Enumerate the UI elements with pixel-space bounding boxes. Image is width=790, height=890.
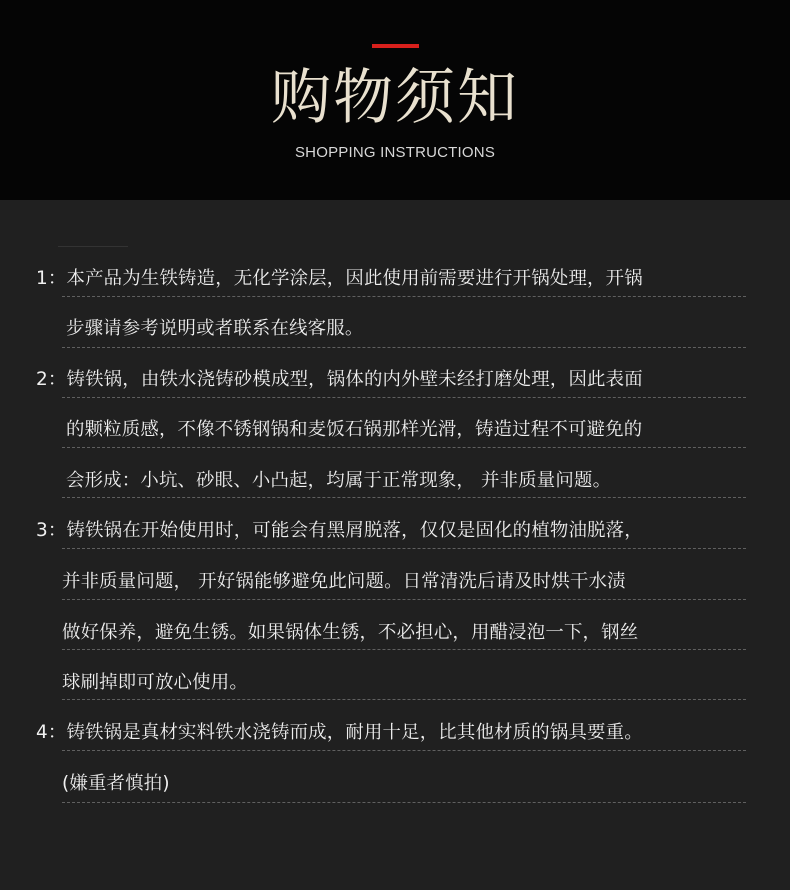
instruction-line: (嫌重者慎拍) bbox=[62, 773, 170, 794]
page-title: 购物须知 bbox=[271, 63, 519, 133]
instruction-line: 球刷掉即可放心使用。 bbox=[62, 672, 248, 693]
dashed-divider bbox=[62, 649, 746, 650]
instruction-line: 3：铸铁锅在开始使用时，可能会有黑屑脱落，仅仅是固化的植物油脱落， bbox=[36, 520, 643, 541]
dashed-divider bbox=[62, 497, 746, 498]
dashed-divider bbox=[62, 347, 746, 348]
dashed-divider bbox=[62, 296, 746, 297]
page-subtitle: SHOPPING INSTRUCTIONS bbox=[294, 144, 496, 161]
dashed-divider bbox=[62, 802, 746, 803]
header-banner bbox=[0, 0, 790, 200]
dashed-divider bbox=[62, 599, 746, 600]
instruction-line: 步骤请参考说明或者联系在线客服。 bbox=[66, 318, 364, 339]
red-accent-bar bbox=[372, 44, 419, 48]
instruction-line: 做好保养，避免生锈。如果锅体生锈，不必担心，用醋浸泡一下，钢丝 bbox=[62, 622, 639, 643]
dashed-divider bbox=[62, 397, 746, 398]
dashed-divider bbox=[62, 750, 746, 751]
instruction-line: 2：铸铁锅，由铁水浇铸砂模成型，锅体的内外壁未经打磨处理，因此表面 bbox=[36, 369, 643, 390]
instruction-line: 并非质量问题， 开好锅能够避免此问题。日常清洗后请及时烘干水渍 bbox=[62, 571, 626, 592]
dashed-divider bbox=[62, 447, 746, 448]
instruction-line: 4：铸铁锅是真材实料铁水浇铸而成，耐用十足，比其他材质的锅具要重。 bbox=[36, 722, 643, 743]
instruction-line: 1：本产品为生铁铸造，无化学涂层，因此使用前需要进行开锅处理，开锅 bbox=[36, 268, 643, 289]
instruction-line: 会形成：小坑、砂眼、小凸起，均属于正常现象， 并非质量问题。 bbox=[66, 470, 612, 491]
dashed-divider bbox=[62, 699, 746, 700]
instruction-line: 的颗粒质感，不像不锈钢锅和麦饭石锅那样光滑，铸造过程不可避免的 bbox=[66, 419, 643, 440]
decorative-divider bbox=[58, 246, 128, 247]
dashed-divider bbox=[62, 548, 746, 549]
